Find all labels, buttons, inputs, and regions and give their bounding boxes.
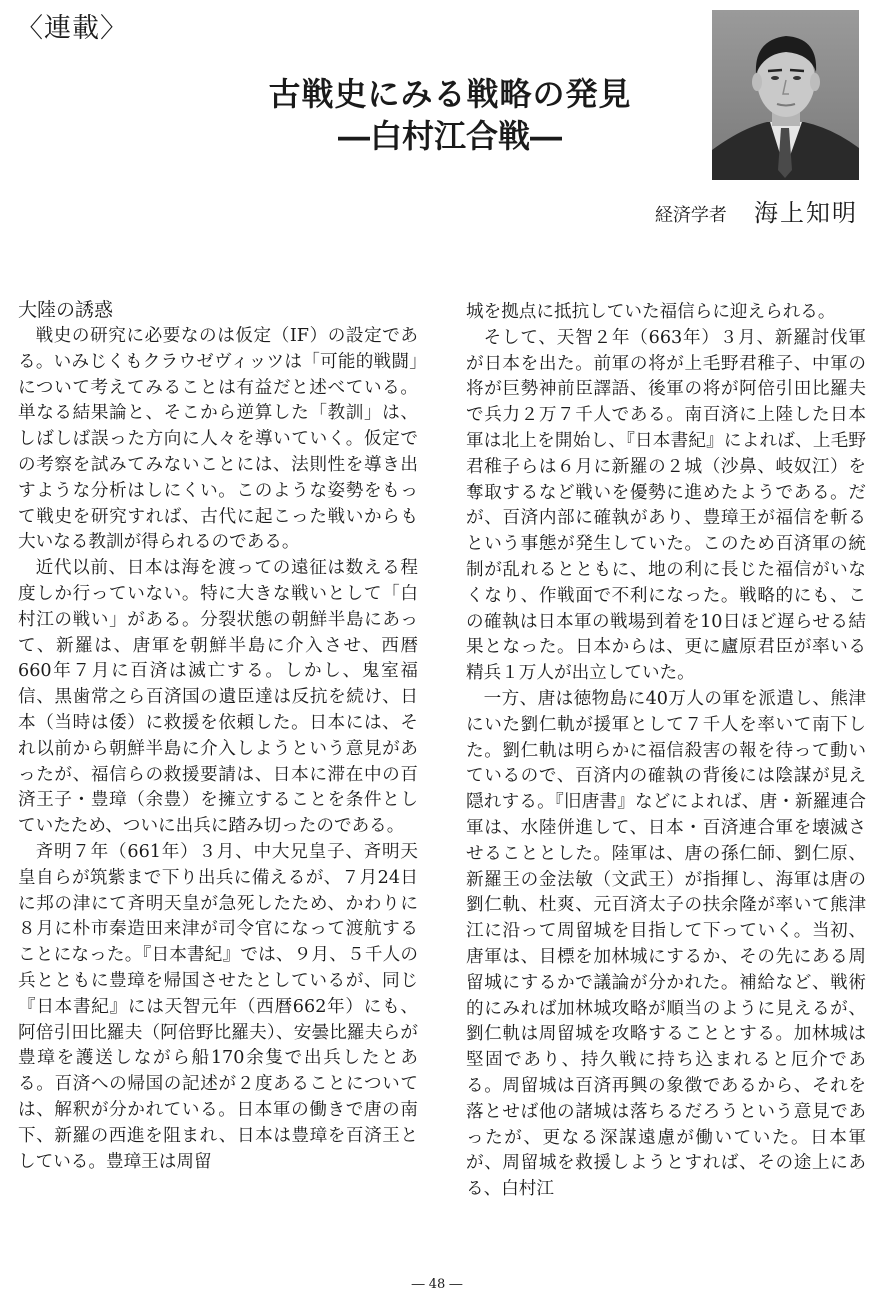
article-title-block [180,74,720,156]
paragraph: 近代以前、日本は海を渡っての遠征は数える程度しか行っていない。特に大きな戦いとして「白村江の戦い」がある。分裂状態の朝鮮半島にあって、新羅は、唐軍を朝鮮半島に介入させ、西暦660年７月に百済は滅亡する。しかし、鬼室福信、黒歯常之ら百済国の遺臣達は反抗を続け、日本（当時は倭）に救援を依頼した。日本には、それ以前から朝鮮半島に介入しようという意見があったが、福信らの救援要請は、日本に滞在中の百済王子・豊璋（余豊）を擁立することを条件としていたため、ついに出兵に踏み切ったのである。 [18,558,418,837]
paragraph: 一方、唐は徳物島に40万人の軍を派遣し、熊津にいた劉仁軌が援軍として７千人を率いて南下した。劉仁軌は明らかに福信殺害の報を待って動いているので、百済内の確執の背後には陰謀が見え隠れする。『旧唐書』などによれば、唐・新羅連合軍は、水陸併進して、日本・百済連合軍を壊滅させることとした。陸軍は、唐の孫仁師、劉仁原、新羅王の金法敏（文武王）が指揮し、海軍は唐の劉仁軌、杜爽、元百済太子の扶余隆が率いて熊津江に沿って周留城を目指して下っていく。当初、唐軍は、目標を加林城にするか、その先にある周留城にするかで議論が分かれた。補給など、戦術的にみれば加林城攻略が順当のように見えるが、劉仁軌は周留城を攻略することとする。加林城は堅固であり、持久戦に持ち込まれると厄介である。周留城は百済再興の象徴であるから、それを落とせば他の諸城は落ちるだろうという意見であったが、更なる深謀遠慮が働いていた。日本軍が、周留城を救援しようとすれば、その途上にある、白村江 [466,688,866,1200]
paragraph-continued: 城を拠点に抵抗していた福信らに迎えられる。 [466,302,836,322]
author-name: 海上知明 [754,199,858,227]
paragraph: 戦史の研究に必要なのは仮定（IF）の設定である。いみじくもクラウゼヴィッツは「可能的戦闘」について考えてみることは有益だと述べている。単なる結果論と、そこから逆算した「教訓」は、しばしば誤った方向に人々を導いていく。仮定での考察を試みてみないことには、法則性を導き出すような分析はしにくい。このような姿勢をもって戦史を研究すれば、古代に起こった戦いからも大いなる教訓が得られるのである。 [18,326,418,553]
paragraph: 斉明７年（661年）３月、中大兄皇子、斉明天皇自らが筑紫まで下り出兵に備えるが、７月24日に邦の津にて斉明天皇が急死したため、かわりに８月に朴市秦造田来津が司令官になって渡航することになった。『日本書紀』では、９月、５千人の兵とともに豊璋を帰国させたとしているが、同じ『日本書紀』には天智元年（西暦662年）にも、阿倍引田比羅夫（阿倍野比羅夫）、安曇比羅夫らが豊璋を護送しながら船170余隻で出兵したとある。百済への帰国の記述が２度あることについては、解釈が分かれている。日本軍の働きで唐の南下、新羅の西進を阻まれ、日本は豊璋を百済王としている。豊璋王は周留 [18,841,418,1172]
author-role: 経済学者 [654,205,727,226]
paragraph: そして、天智２年（663年）３月、新羅討伐軍が日本を出た。前軍の将が上毛野君稚子、中軍の将が巨勢神前臣譯語、後軍の将が阿倍引田比羅夫で兵力２万７千人である。南百済に上陸した日本軍は北上を開始し、『日本書紀』によれば、上毛野君稚子らは６月に新羅の２城（沙鼻、岐奴江）を奪取するなど戦いを優勢に進めたようである。だが、百済内部に確執があり、豊璋王が福信を斬るという事態が発生していた。このため百済軍の統制が乱れるとともに、地の利に長じた福信がいなくなり、作戦面で不利になった。戦略的にも、この確執は日本軍の戦場到着を10日ほど遅らせる結果となった。日本からは、更に廬原君臣が率いる精兵１万人が出立していた。 [466,327,866,684]
left-column [18,298,418,1175]
article-subtitle: ―白村江合戦― [337,117,562,155]
right-column [466,300,866,1203]
article-title: 古戦史にみる戦略の発見 [268,75,632,113]
author-byline [655,193,858,228]
page-number: ― 48 ― [411,1277,463,1292]
section-heading: 大陸の誘惑 [18,299,114,321]
portrait-illustration [712,10,859,180]
series-label: 〈連載〉 [16,13,128,44]
author-portrait [712,10,859,180]
